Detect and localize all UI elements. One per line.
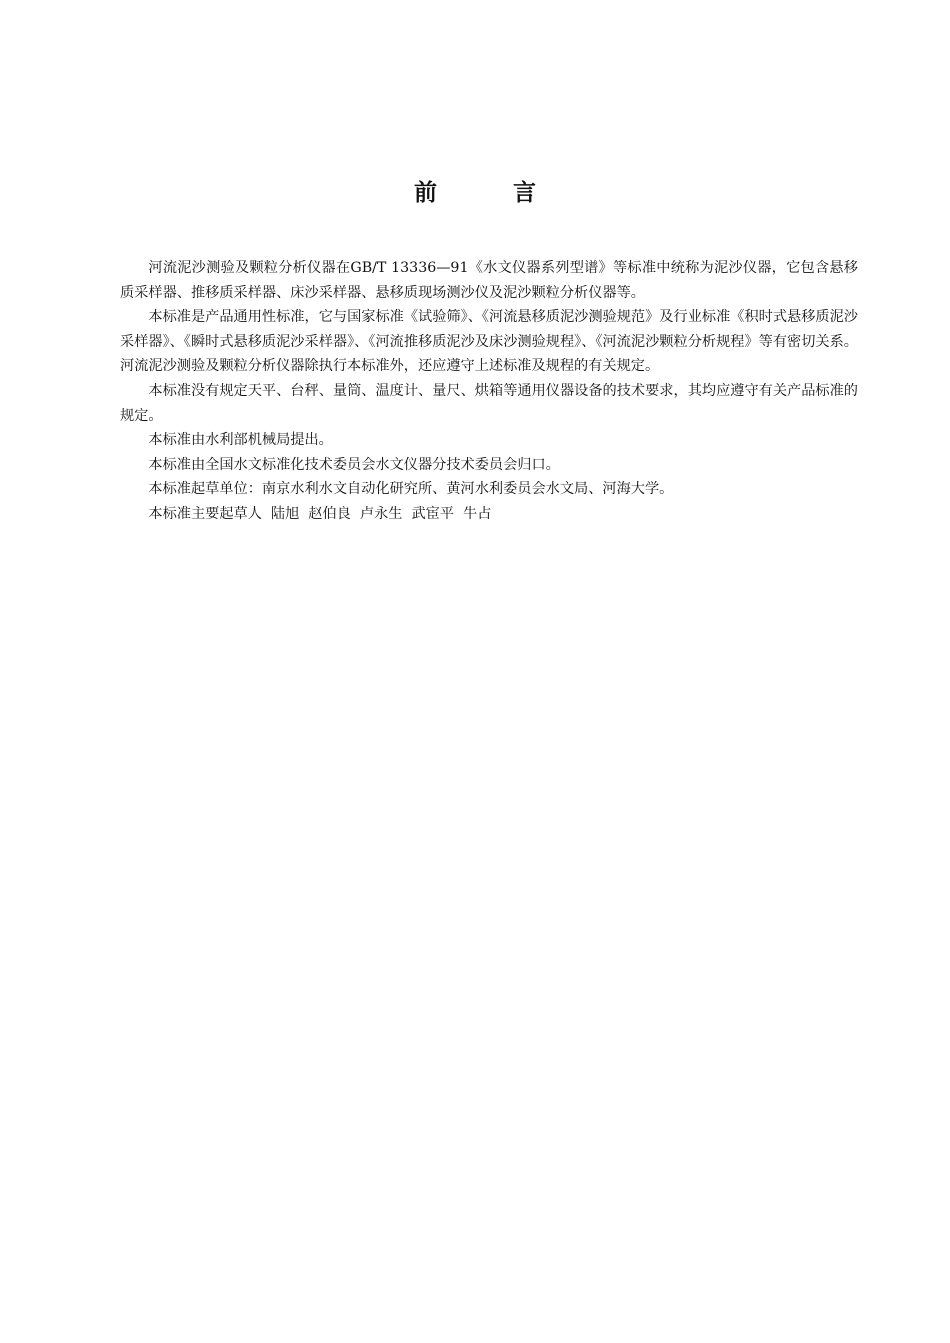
paragraph-main-drafters: 本标准主要起草人 陆旭 赵伯良 卢永生 武宦平 牛占 xyxy=(148,505,492,522)
paragraph-responsible-committee: 本标准由全国水文标准化技术委员会水文仪器分技术委员会归口。 xyxy=(148,456,560,473)
paragraph-general-equipment: 本标准没有规定天平、台秤、量筒、温度计、量尺、烘箱等通用仪器设备的技术要求，其均应遵守有关产品标准的规定。 xyxy=(120,382,858,424)
paragraph-drafting-units: 本标准起草单位：南京水利水文自动化研究所、黄河水利委员会水文局、河海大学。 xyxy=(148,481,674,498)
paragraph-proposer: 本标准由水利部机械局提出。 xyxy=(148,432,333,449)
paragraph-related-standards: 本标准是产品通用性标准，它与国家标准《试验筛》、《河流悬移质泥沙测验规范》及行业标准《积时式悬移质泥沙采样器》、《瞬时式悬移质泥沙采样器》、《河流推移质泥沙及床沙测验规程》、《河流泥沙颗粒分析规程》等有密切关系。河流泥沙测验及颗粒分析仪器除执行本标准外，还应遵守上述标准及规程的有关规定。 xyxy=(120,309,858,375)
page-title: 前言 xyxy=(414,179,612,206)
foreword-body xyxy=(120,256,858,527)
paragraph-scope: 河流泥沙测验及颗粒分析仪器在GB/T 13336—91《水文仪器系列型谱》等标准中统称为泥沙仪器，它包含悬移质采样器、推移质采样器、床沙采样器、悬移质现场测沙仪及泥沙颗粒分析仪器等。 xyxy=(120,260,858,301)
